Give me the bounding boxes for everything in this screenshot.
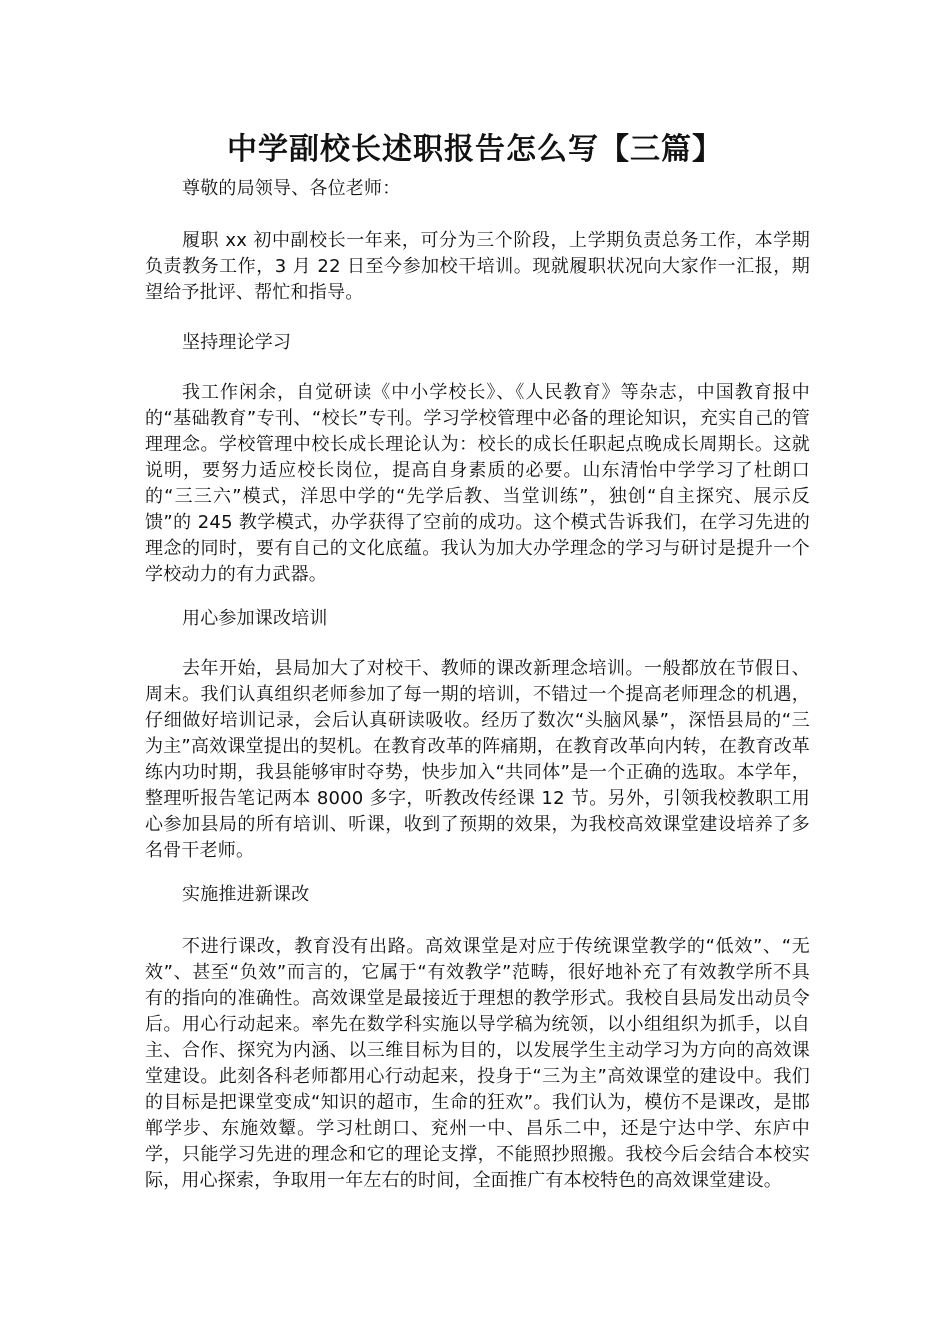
- salutation: 尊敬的局领导、各位老师：: [182, 178, 401, 199]
- section-body-reform: 不进行课改，教育没有出路。高效课堂是对应于传统课堂教学的“低效”、“无效”、甚至“负效”而言的，它属于“有效教学”范畴，很好地补充了有效教学所不具有的指向的准确性。高效课堂是最接近于理想的教学形式。我校自县局发出动员令后。用心行动起来。率先在数学科实施以导学稿为统领，以小组组织为抓手，以自主、合作、探究为内涵、以三维目标为目的，以发展学生主动学习为方向的高效课堂建设。此刻各科老师都用心行动起来，投身于“三为主”高效课堂的建设中。我们的目标是把课堂变成“知识的超市，生命的狂欢”。我们认为，模仿不是课改，是邯郸学步、东施效颦。学习杜朗口、兖州一中、昌乐二中，还是宁达中学、东庐中学，只能学习先进的理念和它的理论支撑，不能照抄照搬。我校今后会结合本校实际，用心探索，争取用一年左右的时间，全面推广有本校特色的高效课堂建设。: [145, 936, 810, 1191]
- section-heading-reform: 实施推进新课改: [182, 884, 310, 905]
- section-body-training: 去年开始，县局加大了对校干、教师的课改新理念培训。一般都放在节假日、周末。我们认真组织老师参加了每一期的培训，不错过一个提高老师理念的机遇，仔细做好培训记录，会后认真研读吸收。经历了数次“头脑风暴”，深悟县局的“三为主”高效课堂提出的契机。在教育改革的阵痛期，在教育改革向内转，在教育改革练内功时期，我县能够审时夺势，快步加入“共同体”是一个正确的选取。本学年，整理听报告笔记两本 8000 多字，听教改传经课 12 节。另外，引领我校教职工用心参加县局的所有培训、听课，收到了预期的效果，为我校高效课堂建设培养了多名骨干老师。: [145, 658, 810, 861]
- document-title: 中学副校长述职报告怎么写【三篇】: [227, 132, 723, 167]
- section-body-theory: 我工作闲余，自觉研读《中小学校长》、《人民教育》等杂志，中国教育报中的“基础教育”专刊、“校长”专刊。学习学校管理中必备的理论知识，充实自己的管理理念。学校管理中校长成长理论认为：校长的成长任职起点晚成长周期长。这就说明，要努力适应校长岗位，提高自身素质的必要。山东清怡中学学习了杜朗口的“三三六”模式，洋思中学的“先学后教、当堂训练”，独创“自主探究、展示反馈”的 245 教学模式，办学获得了空前的成功。这个模式告诉我们，在学习先进的理念的同时，要有自己的文化底蕴。我认为加大办学理念的学习与研讨是提升一个学校动力的有力武器。: [145, 382, 810, 585]
- section-heading-training: 用心参加课改培训: [182, 608, 328, 629]
- section-heading-theory: 坚持理论学习: [182, 332, 292, 353]
- intro-paragraph: 履职 xx 初中副校长一年来，可分为三个阶段，上学期负责总务工作，本学期负责教务工作，3 月 22 日至今参加校干培训。现就履职状况向大家作一汇报，期望给予批评、帮忙和指导。: [145, 230, 810, 303]
